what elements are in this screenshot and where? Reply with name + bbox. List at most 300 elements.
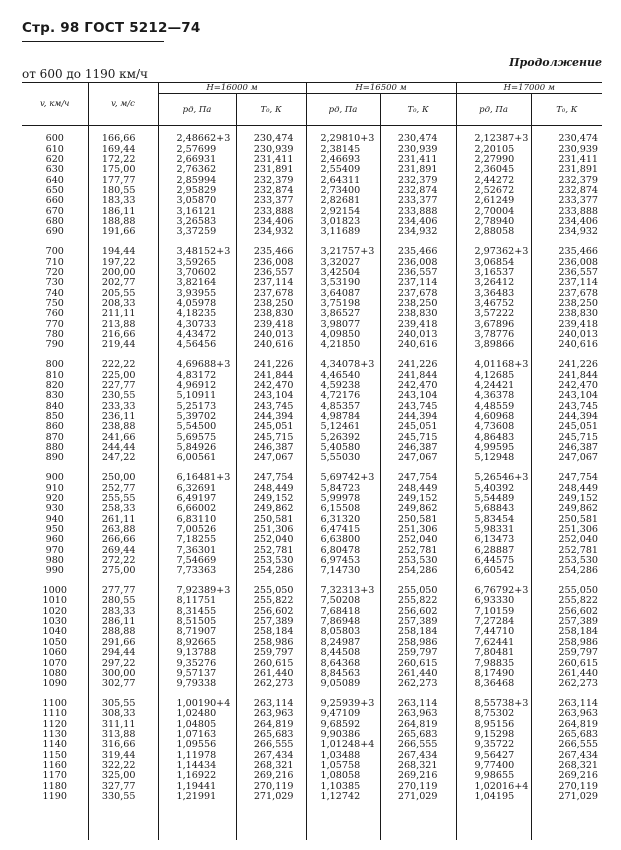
cell-p-16500: 2,73400 — [306, 186, 380, 196]
cell-v-kmh: 980 — [45, 554, 64, 566]
cell-p-16000: 6,83110 — [158, 515, 236, 525]
cell-t-16500: 232,874 — [380, 186, 456, 196]
cell-t-16000: 239,418 — [236, 320, 306, 330]
cell-p-16000: 2,66931 — [158, 155, 236, 165]
cell-p-17000: 2,20105 — [456, 145, 531, 155]
cell-t-17000: 241,844 — [531, 371, 602, 381]
cell-p-17000: 1,02016+4 — [456, 782, 531, 792]
cell-t-17000: 233,888 — [531, 207, 602, 217]
cell-p-16000: 7,36301 — [158, 546, 236, 556]
cell-t-17000: 245,715 — [531, 433, 602, 443]
cell-v-ms: 219,44 — [88, 340, 158, 350]
cell-t-16000: 269,216 — [236, 771, 306, 781]
cell-p-16500: 7,14730 — [306, 566, 380, 576]
table-row — [22, 360, 602, 370]
cell-t-17000: 232,874 — [531, 186, 602, 196]
cell-t-16500: 255,050 — [380, 586, 456, 596]
cell-p-16500: 6,47415 — [306, 525, 380, 535]
cell-p-17000: 9,15298 — [456, 730, 531, 740]
cell-t-16500: 266,555 — [380, 740, 456, 750]
cell-t-17000: 247,754 — [531, 473, 602, 483]
cell-v-kmh: 950 — [45, 523, 64, 535]
cell-v-ms: 188,88 — [88, 217, 158, 227]
cell-p-16500: 3,53190 — [306, 278, 380, 288]
cell-t-16500: 263,963 — [380, 709, 456, 719]
cell-v-ms: 275,00 — [88, 566, 158, 576]
cell-v-kmh: 600 — [45, 133, 64, 145]
table-row — [22, 504, 602, 514]
cell-v-kmh: 610 — [45, 143, 64, 155]
cell-p-16000: 2,76362 — [158, 165, 236, 175]
header-t-16000: T₀, К — [236, 94, 306, 126]
header-v-ms: v, м/с — [88, 83, 158, 126]
cell-p-16000: 4,43472 — [158, 330, 236, 340]
cell-t-17000: 249,862 — [531, 504, 602, 514]
cell-p-16000: 5,84926 — [158, 443, 236, 453]
cell-p-16000: 4,69688+3 — [158, 360, 236, 370]
table-body — [22, 126, 602, 841]
cell-t-16000: 241,844 — [236, 371, 306, 381]
cell-t-16500: 236,008 — [380, 258, 456, 268]
cell-v-kmh: 760 — [45, 308, 64, 320]
cell-t-17000: 243,745 — [531, 402, 602, 412]
page-title: Стр. 98 ГОСТ 5212—74 — [22, 20, 201, 36]
cell-t-16500: 262,273 — [380, 679, 456, 689]
cell-p-16000: 3,26583 — [158, 217, 236, 227]
cell-v-kmh: 860 — [45, 421, 64, 433]
cell-t-17000: 240,013 — [531, 330, 602, 340]
cell-v-kmh: 1070 — [42, 657, 67, 669]
cell-t-16500: 233,377 — [380, 196, 456, 206]
page-header — [22, 20, 602, 69]
cell-t-16500: 239,418 — [380, 320, 456, 330]
cell-p-17000: 3,46752 — [456, 299, 531, 309]
cell-p-16000: 1,09556 — [158, 740, 236, 750]
cell-p-17000: 6,28887 — [456, 546, 531, 556]
cell-t-17000: 263,963 — [531, 709, 602, 719]
cell-t-16500: 236,557 — [380, 268, 456, 278]
cell-p-16000: 3,82164 — [158, 278, 236, 288]
cell-p-16500: 6,31320 — [306, 515, 380, 525]
cell-t-16500: 237,678 — [380, 289, 456, 299]
cell-v-kmh: 680 — [45, 216, 64, 228]
cell-v-ms: 255,55 — [88, 494, 158, 504]
cell-p-16000: 3,93955 — [158, 289, 236, 299]
cell-t-16500: 232,379 — [380, 176, 456, 186]
cell-t-17000: 252,781 — [531, 546, 602, 556]
cell-p-16000: 1,04805 — [158, 720, 236, 730]
cell-t-17000: 253,530 — [531, 556, 602, 566]
cell-p-16000: 5,54500 — [158, 422, 236, 432]
cell-t-16500: 259,797 — [380, 648, 456, 658]
header-v-kmh: v, км/ч — [22, 83, 88, 126]
cell-t-16000: 256,602 — [236, 607, 306, 617]
cell-p-16000: 1,07163 — [158, 730, 236, 740]
cell-v-kmh: 640 — [45, 174, 64, 186]
cell-v-kmh: 1090 — [42, 678, 67, 690]
cell-v-ms: 291,66 — [88, 638, 158, 648]
cell-t-16500: 243,745 — [380, 402, 456, 412]
cell-v-ms: 302,77 — [88, 679, 158, 689]
cell-p-16000: 4,18235 — [158, 309, 236, 319]
cell-v-kmh: 1050 — [42, 636, 67, 648]
cell-t-16500: 253,530 — [380, 556, 456, 566]
cell-p-16500: 1,03488 — [306, 751, 380, 761]
cell-t-16500: 252,781 — [380, 546, 456, 556]
cell-t-16000: 258,184 — [236, 627, 306, 637]
cell-p-17000: 8,55738+3 — [456, 699, 531, 709]
cell-t-16000: 263,963 — [236, 709, 306, 719]
cell-p-16000: 2,95829 — [158, 186, 236, 196]
cell-p-16500: 9,05089 — [306, 679, 380, 689]
cell-t-16500: 264,819 — [380, 720, 456, 730]
cell-v-ms: 191,66 — [88, 227, 158, 237]
table-row — [22, 227, 602, 237]
cell-p-17000: 6,93330 — [456, 596, 531, 606]
cell-p-16500: 6,63800 — [306, 535, 380, 545]
cell-t-16000: 265,683 — [236, 730, 306, 740]
cell-t-16500: 240,616 — [380, 340, 456, 350]
cell-v-ms: 258,33 — [88, 504, 158, 514]
cell-p-17000: 8,95156 — [456, 720, 531, 730]
cell-t-17000: 269,216 — [531, 771, 602, 781]
cell-t-16500: 230,939 — [380, 145, 456, 155]
cell-p-16500: 8,24987 — [306, 638, 380, 648]
cell-t-17000: 238,830 — [531, 309, 602, 319]
dynamic-pressure-table — [22, 82, 602, 840]
cell-t-16000: 232,379 — [236, 176, 306, 186]
cell-p-17000: 9,77400 — [456, 761, 531, 771]
cell-p-17000: 2,44272 — [456, 176, 531, 186]
cell-p-17000: 2,27990 — [456, 155, 531, 165]
cell-v-kmh: 1100 — [42, 698, 67, 710]
cell-t-16500: 260,615 — [380, 659, 456, 669]
cell-v-kmh: 630 — [45, 164, 64, 176]
cell-p-17000: 4,73608 — [456, 422, 531, 432]
cell-p-17000: 5,68843 — [456, 504, 531, 514]
header-p-16500: pд, Па — [306, 94, 380, 126]
cell-v-kmh: 890 — [45, 452, 64, 464]
cell-p-17000: 2,61249 — [456, 196, 531, 206]
cell-p-16000: 4,83172 — [158, 371, 236, 381]
cell-p-17000: 5,98331 — [456, 525, 531, 535]
cell-p-16500: 8,84563 — [306, 669, 380, 679]
cell-p-16500: 3,01823 — [306, 217, 380, 227]
cell-v-kmh: 870 — [45, 431, 64, 443]
cell-p-17000: 9,35722 — [456, 740, 531, 750]
cell-p-17000: 3,36483 — [456, 289, 531, 299]
cell-v-ms: 222,22 — [88, 360, 158, 370]
cell-v-kmh: 670 — [45, 205, 64, 217]
table-row — [22, 453, 602, 463]
cell-t-16500: 247,067 — [380, 453, 456, 463]
cell-v-kmh: 620 — [45, 154, 64, 166]
cell-v-kmh: 780 — [45, 329, 64, 341]
cell-p-17000: 2,52672 — [456, 186, 531, 196]
cell-p-17000: 2,97362+3 — [456, 247, 531, 257]
cell-p-16500: 7,50208 — [306, 596, 380, 606]
cell-t-17000: 258,986 — [531, 638, 602, 648]
cell-p-16500: 5,55030 — [306, 453, 380, 463]
cell-p-16500: 8,44508 — [306, 648, 380, 658]
cell-v-ms: 175,00 — [88, 165, 158, 175]
cell-t-16000: 268,321 — [236, 761, 306, 771]
cell-p-17000: 9,98655 — [456, 771, 531, 781]
cell-t-17000: 270,119 — [531, 782, 602, 792]
cell-t-17000: 261,440 — [531, 669, 602, 679]
table-row — [22, 126, 602, 145]
cell-v-kmh: 1060 — [42, 647, 67, 659]
cell-p-16500: 8,05803 — [306, 627, 380, 637]
cell-v-ms: 327,77 — [88, 782, 158, 792]
cell-p-16500: 5,26392 — [306, 433, 380, 443]
cell-p-16000: 7,92389+3 — [158, 586, 236, 596]
cell-t-17000: 246,387 — [531, 443, 602, 453]
cell-v-ms: 172,22 — [88, 155, 158, 165]
table-row — [22, 340, 602, 350]
header-group-16500: H=16500 м — [306, 83, 456, 94]
cell-t-16000: 271,029 — [236, 792, 306, 840]
cell-p-16500: 4,09850 — [306, 330, 380, 340]
cell-t-16500: 238,250 — [380, 299, 456, 309]
cell-t-17000: 232,379 — [531, 176, 602, 186]
cell-p-17000: 7,44710 — [456, 627, 531, 637]
cell-p-16500: 4,98784 — [306, 412, 380, 422]
cell-t-16500: 243,104 — [380, 391, 456, 401]
cell-p-17000: 7,98835 — [456, 659, 531, 669]
cell-p-16000: 7,18255 — [158, 535, 236, 545]
cell-t-16500: 249,152 — [380, 494, 456, 504]
cell-v-ms: 316,66 — [88, 740, 158, 750]
cell-p-16000: 7,00526 — [158, 525, 236, 535]
cell-p-16500: 9,68592 — [306, 720, 380, 730]
cell-v-kmh: 920 — [45, 492, 64, 504]
cell-v-kmh: 750 — [45, 298, 64, 309]
cell-t-16500: 258,986 — [380, 638, 456, 648]
cell-p-17000: 4,60968 — [456, 412, 531, 422]
cell-v-ms: 252,77 — [88, 484, 158, 494]
cell-t-16000: 258,986 — [236, 638, 306, 648]
cell-v-kmh: 690 — [45, 226, 64, 238]
cell-t-16500: 252,040 — [380, 535, 456, 545]
cell-p-16500: 2,29810+3 — [306, 126, 380, 145]
cell-p-17000: 3,78776 — [456, 330, 531, 340]
cell-p-17000: 7,27284 — [456, 617, 531, 627]
cell-v-ms: 230,55 — [88, 391, 158, 401]
cell-t-16500: 245,715 — [380, 433, 456, 443]
cell-p-16500: 5,69742+3 — [306, 473, 380, 483]
cell-p-16000: 6,66002 — [158, 504, 236, 514]
cell-t-17000: 262,273 — [531, 679, 602, 689]
cell-p-17000: 7,62441 — [456, 638, 531, 648]
cell-p-16500: 4,46540 — [306, 371, 380, 381]
cell-t-16000: 255,050 — [236, 586, 306, 596]
cell-p-16000: 3,48152+3 — [158, 247, 236, 257]
cell-t-17000: 257,389 — [531, 617, 602, 627]
cell-v-kmh: 650 — [45, 185, 64, 197]
cell-t-17000: 250,581 — [531, 515, 602, 525]
cell-p-17000: 3,06854 — [456, 258, 531, 268]
cell-t-17000: 255,050 — [531, 586, 602, 596]
cell-p-17000: 1,04195 — [456, 792, 531, 840]
cell-v-kmh: 730 — [45, 277, 64, 289]
cell-p-17000: 4,24421 — [456, 381, 531, 391]
cell-v-ms: 233,33 — [88, 402, 158, 412]
cell-v-ms: 263,88 — [88, 525, 158, 535]
cell-t-17000: 248,449 — [531, 484, 602, 494]
cell-p-16500: 5,99978 — [306, 494, 380, 504]
cell-t-16000: 236,008 — [236, 258, 306, 268]
cell-t-16500: 245,051 — [380, 422, 456, 432]
cell-t-16500: 255,822 — [380, 596, 456, 606]
cell-t-16500: 265,683 — [380, 730, 456, 740]
cell-p-16000: 1,02480 — [158, 709, 236, 719]
cell-t-16000: 231,891 — [236, 165, 306, 175]
cell-v-ms: 330,55 — [88, 792, 158, 840]
cell-v-ms: 205,55 — [88, 289, 158, 299]
cell-v-ms: 225,00 — [88, 371, 158, 381]
cell-p-16000: 8,92665 — [158, 638, 236, 648]
cell-t-17000: 237,114 — [531, 278, 602, 288]
header-t-16500: T₀, К — [380, 94, 456, 126]
cell-t-17000: 230,939 — [531, 145, 602, 155]
cell-v-ms: 211,11 — [88, 309, 158, 319]
cell-t-16000: 237,114 — [236, 278, 306, 288]
cell-v-kmh: 990 — [45, 565, 64, 577]
cell-p-17000: 4,36378 — [456, 391, 531, 401]
cell-p-17000: 2,88058 — [456, 227, 531, 237]
cell-v-kmh: 810 — [45, 369, 64, 381]
cell-p-16000: 9,79338 — [158, 679, 236, 689]
cell-t-16000: 262,273 — [236, 679, 306, 689]
cell-t-17000: 240,616 — [531, 340, 602, 350]
cell-p-16500: 7,86948 — [306, 617, 380, 627]
cell-t-16000: 233,377 — [236, 196, 306, 206]
cell-v-ms: 166,66 — [88, 126, 158, 145]
cell-v-kmh: 840 — [45, 400, 64, 412]
cell-p-16000: 6,00561 — [158, 453, 236, 463]
cell-p-16000: 4,56456 — [158, 340, 236, 350]
cell-p-16000: 4,05978 — [158, 299, 236, 309]
cell-p-16000: 4,30733 — [158, 320, 236, 330]
cell-p-16000: 5,25173 — [158, 402, 236, 412]
table-row — [22, 535, 602, 545]
cell-t-16000: 259,797 — [236, 648, 306, 658]
cell-t-16000: 231,411 — [236, 155, 306, 165]
cell-t-16000: 247,067 — [236, 453, 306, 463]
cell-t-16500: 267,434 — [380, 751, 456, 761]
cell-v-ms: 297,22 — [88, 659, 158, 669]
cell-p-16500: 1,08058 — [306, 771, 380, 781]
cell-t-16500: 234,406 — [380, 217, 456, 227]
cell-p-16000: 4,96912 — [158, 381, 236, 391]
cell-t-16000: 252,781 — [236, 546, 306, 556]
cell-v-kmh: 710 — [45, 256, 64, 268]
cell-p-16000: 1,14434 — [158, 761, 236, 771]
cell-p-16000: 7,73363 — [158, 566, 236, 576]
cell-t-16000: 238,830 — [236, 309, 306, 319]
cell-t-16000: 252,040 — [236, 535, 306, 545]
cell-v-ms: 197,22 — [88, 258, 158, 268]
cell-t-16500: 254,286 — [380, 566, 456, 576]
cell-v-kmh: 1150 — [42, 749, 67, 761]
cell-v-ms: 238,88 — [88, 422, 158, 432]
cell-t-16000: 230,939 — [236, 145, 306, 155]
cell-t-16500: 241,844 — [380, 371, 456, 381]
cell-p-16500: 4,21850 — [306, 340, 380, 350]
cell-v-kmh: 1080 — [42, 667, 67, 679]
cell-v-ms: 288,88 — [88, 627, 158, 637]
cell-p-16500: 2,82681 — [306, 196, 380, 206]
cell-t-17000: 244,394 — [531, 412, 602, 422]
cell-t-17000: 251,306 — [531, 525, 602, 535]
cell-p-16500: 2,38145 — [306, 145, 380, 155]
cell-p-16500: 2,64311 — [306, 176, 380, 186]
cell-t-16000: 249,862 — [236, 504, 306, 514]
cell-p-16000: 1,16922 — [158, 771, 236, 781]
cell-v-kmh: 1130 — [42, 729, 67, 741]
cell-v-ms: 319,44 — [88, 751, 158, 761]
cell-t-17000: 252,040 — [531, 535, 602, 545]
cell-p-16000: 2,48662+3 — [158, 126, 236, 145]
cell-v-kmh: 930 — [45, 503, 64, 515]
cell-v-kmh: 740 — [45, 287, 64, 299]
cell-p-17000: 5,26546+3 — [456, 473, 531, 483]
cell-p-17000: 4,48559 — [456, 402, 531, 412]
cell-p-16500: 1,01248+4 — [306, 740, 380, 750]
cell-p-16500: 1,12742 — [306, 792, 380, 840]
cell-t-16000: 260,615 — [236, 659, 306, 669]
cell-t-16000: 247,754 — [236, 473, 306, 483]
cell-t-17000: 266,555 — [531, 740, 602, 750]
cell-v-kmh: 1010 — [42, 595, 67, 607]
cell-v-kmh: 1140 — [42, 739, 67, 751]
cell-v-ms: 247,22 — [88, 453, 158, 463]
cell-p-16000: 8,51505 — [158, 617, 236, 627]
cell-p-16500: 2,92154 — [306, 207, 380, 217]
cell-v-ms: 313,88 — [88, 730, 158, 740]
cell-t-16000: 255,822 — [236, 596, 306, 606]
cell-v-kmh: 720 — [45, 266, 64, 278]
cell-t-16500: 233,888 — [380, 207, 456, 217]
cell-t-16000: 238,250 — [236, 299, 306, 309]
cell-t-17000: 260,615 — [531, 659, 602, 669]
cell-t-16500: 271,029 — [380, 792, 456, 840]
cell-t-16000: 237,678 — [236, 289, 306, 299]
cell-p-17000: 5,12948 — [456, 453, 531, 463]
cell-t-16500: 249,862 — [380, 504, 456, 514]
cell-v-ms: 308,33 — [88, 709, 158, 719]
cell-t-17000: 231,411 — [531, 155, 602, 165]
cell-p-16500: 4,59238 — [306, 381, 380, 391]
cell-t-16500: 241,226 — [380, 360, 456, 370]
cell-t-17000: 239,418 — [531, 320, 602, 330]
cell-p-16500: 1,05758 — [306, 761, 380, 771]
cell-p-16500: 9,25939+3 — [306, 699, 380, 709]
cell-v-kmh: 700 — [45, 246, 64, 258]
cell-p-16000: 3,59265 — [158, 258, 236, 268]
table-row — [22, 566, 602, 576]
cell-v-kmh: 1110 — [42, 708, 67, 720]
cell-p-16000: 6,49197 — [158, 494, 236, 504]
cell-p-17000: 4,99595 — [456, 443, 531, 453]
cell-p-17000: 7,80481 — [456, 648, 531, 658]
header-group-17000: H=17000 м — [456, 83, 602, 94]
cell-v-ms: 325,00 — [88, 771, 158, 781]
cell-p-16000: 5,69575 — [158, 433, 236, 443]
cell-t-16000: 246,387 — [236, 443, 306, 453]
cell-t-16500: 230,474 — [380, 126, 456, 145]
